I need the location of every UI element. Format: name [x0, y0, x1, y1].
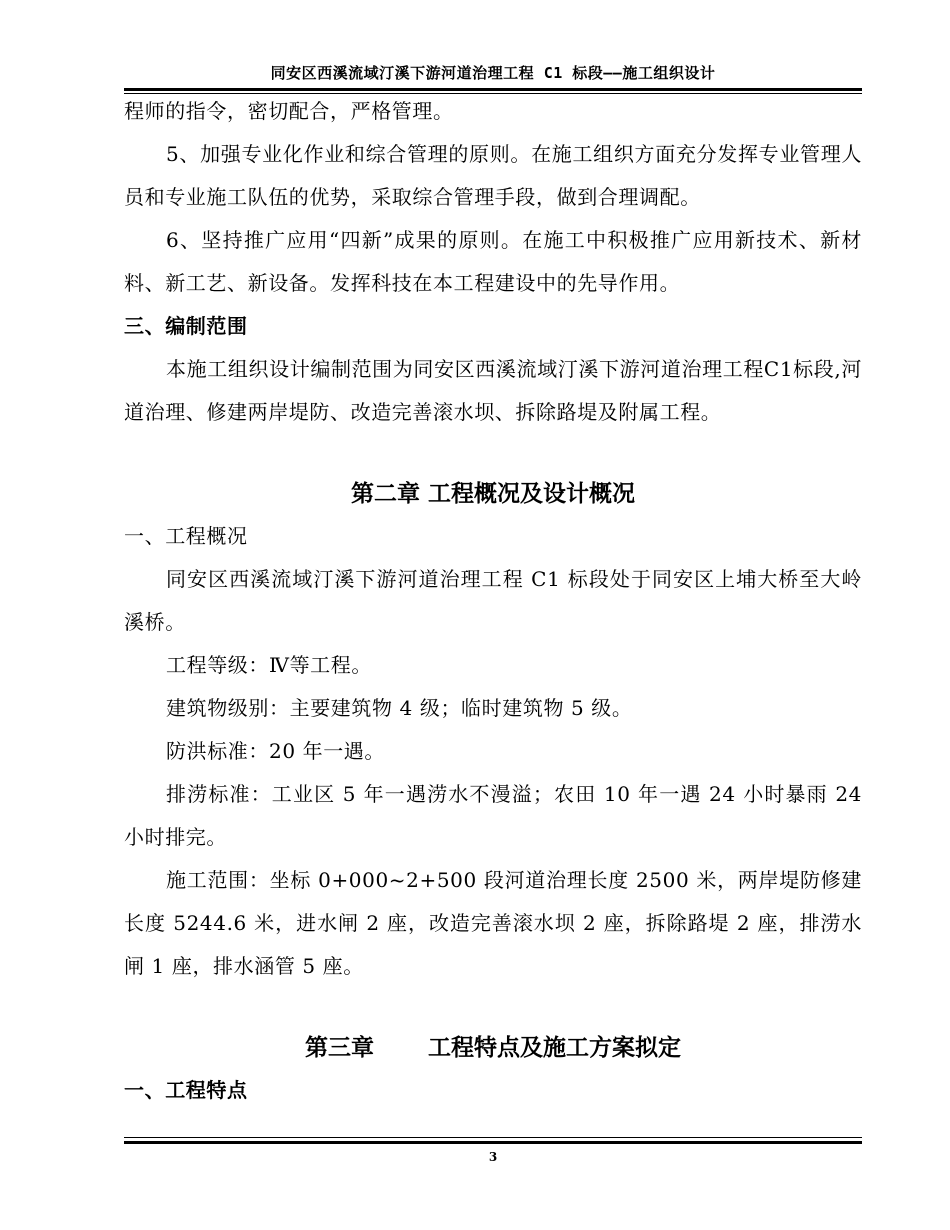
footer-rule-thick [124, 1141, 862, 1144]
chapter-3-title [124, 1026, 862, 1069]
scope-paragraph: 本施工组织设计编制范围为同安区西溪流域汀溪下游河道治理工程C1标段,河道治理、修建两岸堤防、改造完善滚水坝、拆除路堤及附属工程。 [124, 357, 862, 424]
document-body [124, 90, 862, 1112]
principle-5: 5、加强专业化作业和综合管理的原则。在施工组织方面充分发挥专业管理人员和专业施工队伍的优势，采取综合管理手段，做到合理调配。 [124, 142, 862, 209]
chapter-3-name: 工程特点及施工方案拟定 [428, 1034, 681, 1061]
ch2-grade: 工程等级：Ⅳ等工程。 [166, 653, 372, 677]
ch2-flood-standard: 防洪标准：20 年一遇。 [166, 739, 386, 763]
chapter-2-title: 第二章 工程概况及设计概况 [350, 480, 635, 507]
section-heading-scope: 三、编制范围 [124, 314, 248, 338]
ch2-drainage-standard: 排涝标准：工业区 5 年一遇涝水不漫溢；农田 10 年一遇 24 小时暴雨 24 小时排完。 [124, 782, 862, 849]
ch2-building-level: 建筑物级别：主要建筑物 4 级；临时建筑物 5 级。 [166, 696, 633, 720]
page-number: 3 [488, 1150, 498, 1164]
footer-rule-thin [124, 1137, 862, 1138]
ch2-construction-scope: 施工范围：坐标 0+000~2+500 段河道治理长度 2500 米，两岸堤防修建长度 5244.6 米，进水闸 2 座，改造完善滚水坝 2 座，拆除路堤 2 座，排涝水闸 1 座，排水涵管 5 座。 [124, 868, 862, 978]
chapter-3-label: 第三章 [305, 1034, 374, 1061]
ch2-section-heading-overview: 一、工程概况 [124, 524, 248, 548]
ch2-location: 同安区西溪流域汀溪下游河道治理工程 C1 标段处于同安区上埔大桥至大岭溪桥。 [124, 567, 862, 634]
ch3-section-heading-features: 一、工程特点 [124, 1078, 248, 1102]
continued-paragraph: 程师的指令，密切配合，严格管理。 [124, 99, 454, 123]
principle-6: 6、坚持推广应用“四新”成果的原则。在施工中积极推广应用新技术、新材料、新工艺、新设备。发挥科技在本工程建设中的先导作用。 [124, 228, 862, 295]
page-header-title: 同安区西溪流域汀溪下游河道治理工程 C1 标段——施工组织设计 [270, 64, 716, 82]
